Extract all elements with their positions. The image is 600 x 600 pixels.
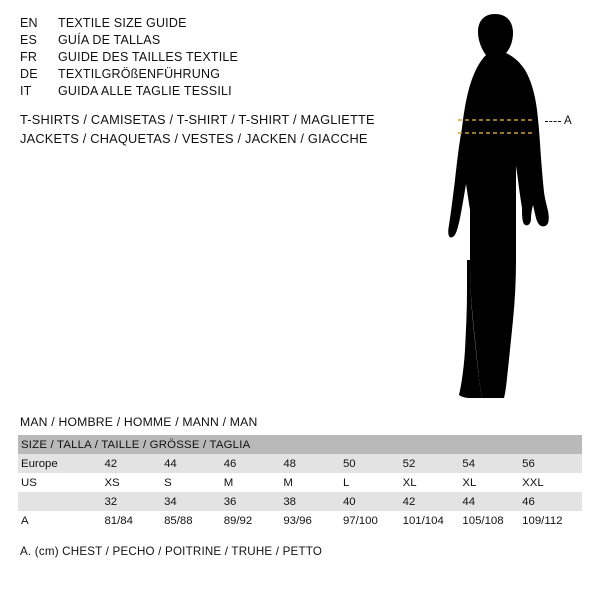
cell: S <box>164 473 224 492</box>
cell: 34 <box>164 492 224 511</box>
language-text: GUIDA ALLE TAGLIE TESSILI <box>58 84 232 98</box>
language-text: TEXTILE SIZE GUIDE <box>58 16 187 30</box>
cell: 42 <box>403 492 463 511</box>
cell: 89/92 <box>224 511 284 530</box>
cell: M <box>224 473 284 492</box>
language-row <box>20 50 380 67</box>
table-row <box>18 511 582 530</box>
cell: 46 <box>522 492 582 511</box>
cell: 81/84 <box>104 511 164 530</box>
language-row <box>20 67 380 84</box>
language-code: EN <box>20 16 38 30</box>
cell: XL <box>403 473 463 492</box>
male-silhouette-icon <box>400 10 600 410</box>
language-header-block <box>20 16 380 101</box>
cell: 101/104 <box>403 511 463 530</box>
cell: 44 <box>164 454 224 473</box>
table-title: MAN / HOMBRE / HOMME / MANN / MAN <box>20 415 258 429</box>
cell: 50 <box>343 454 403 473</box>
language-code: IT <box>20 84 32 98</box>
language-text: TEXTILGRÖßENFÜHRUNG <box>58 67 221 81</box>
language-row <box>20 33 380 50</box>
cell: 46 <box>224 454 284 473</box>
table-row <box>18 492 582 511</box>
language-code: FR <box>20 50 38 64</box>
cell: 105/108 <box>462 511 522 530</box>
cell: 48 <box>283 454 343 473</box>
language-code: ES <box>20 33 38 47</box>
cell: M <box>283 473 343 492</box>
language-row <box>20 16 380 33</box>
garment-type-block <box>20 110 450 148</box>
cell: 40 <box>343 492 403 511</box>
row-label: Europe <box>18 454 104 473</box>
cell: XXL <box>522 473 582 492</box>
cell: 32 <box>104 492 164 511</box>
cell: 85/88 <box>164 511 224 530</box>
cell: 54 <box>462 454 522 473</box>
cell: 56 <box>522 454 582 473</box>
cell: 52 <box>403 454 463 473</box>
language-row <box>20 84 380 101</box>
measure-label-a: A <box>564 115 573 127</box>
table-header-label: SIZE / TALLA / TAILLE / GRÖSSE / TAGLIA <box>18 435 582 454</box>
table-header-row <box>18 435 582 454</box>
cell: XL <box>462 473 522 492</box>
figure-area <box>400 10 600 410</box>
garment-line-tshirts: T-SHIRTS / CAMISETAS / T-SHIRT / T-SHIRT / MAGLIETTE <box>20 112 375 127</box>
language-code: DE <box>20 67 38 81</box>
size-table <box>18 435 582 530</box>
row-label <box>18 492 104 511</box>
language-text: GUIDE DES TAILLES TEXTILE <box>58 50 239 64</box>
cell: 36 <box>224 492 284 511</box>
cell: 44 <box>462 492 522 511</box>
footnote: A. (cm) CHEST / PECHO / POITRINE / TRUHE / PETTO <box>20 545 323 558</box>
cell: 42 <box>104 454 164 473</box>
cell: 38 <box>283 492 343 511</box>
table-row <box>18 473 582 492</box>
size-table-section <box>18 415 582 530</box>
cell: 97/100 <box>343 511 403 530</box>
cell: 109/112 <box>522 511 582 530</box>
row-label: US <box>18 473 104 492</box>
cell: XS <box>104 473 164 492</box>
measure-leader-line <box>545 121 561 122</box>
row-label: A <box>18 511 104 530</box>
table-row <box>18 454 582 473</box>
cell: 93/96 <box>283 511 343 530</box>
language-text: GUÍA DE TALLAS <box>58 33 161 47</box>
cell: L <box>343 473 403 492</box>
garment-line-jackets: JACKETS / CHAQUETAS / VESTES / JACKEN / GIACCHE <box>20 131 368 146</box>
